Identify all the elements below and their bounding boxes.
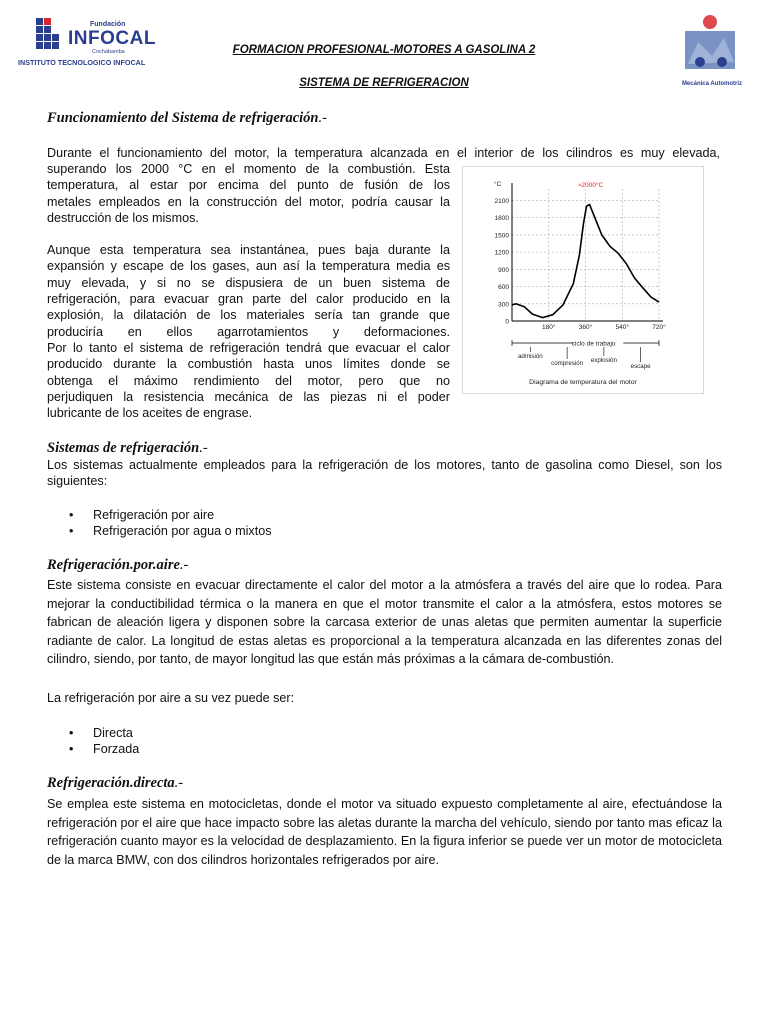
phase-label: compresión <box>551 360 584 367</box>
logo-brand: INFOCAL <box>68 28 156 49</box>
list-item: • Refrigeración por aire <box>93 507 272 523</box>
logo-tagline: INSTITUTO TECNOLOGICO INFOCAL <box>18 58 146 67</box>
y-tick-label: 2100 <box>494 197 509 205</box>
mecanica-logo-mark <box>676 12 748 76</box>
y-tick-label: 1200 <box>494 249 509 257</box>
paragraph-full-line: Durante el funcionamiento del motor, la temperatura alcanzada en el interior de los cilindros es muy elevada, <box>47 146 720 160</box>
x-tick-label: 360° <box>578 324 593 331</box>
phase-label: escape <box>630 363 651 370</box>
y-tick-label: 1800 <box>494 215 509 223</box>
text-line: explosión, la dilatación de los materiales sería tan grande que <box>47 308 450 323</box>
paragraph-aire-tipos: La refrigeración por aire a su vez puede ser: <box>47 691 295 705</box>
cycle-label: ciclo de trabajo <box>571 340 616 348</box>
page-title: FORMACION PROFESIONAL-MOTORES A GASOLINA 2 <box>232 44 536 56</box>
paragraph-sistemas: Los sistemas actualmente empleados para la refrigeración de los motores, tanto de gasolina como Diesel, son los siguientes: <box>47 458 722 489</box>
paragraph-intro <box>47 161 450 421</box>
text-line: destrucción de los mismos. <box>47 210 199 225</box>
text-line: superando los 2000 °C en el momento de la combustión. Esta <box>47 162 450 176</box>
infocal-logo <box>18 12 170 70</box>
phase-label: explosión <box>590 357 617 364</box>
y-tick-label: 0 <box>505 318 509 326</box>
paragraph-directa: Se emplea este sistema en motocicletas, donde el motor va situado expuesto completamente al aire, efectuándose la refrigeración por el aire que hace impacto sobre las aletas durante la marcha del vehículo, siendo por tanto mas eficaz la refrigeración cuanto mayor es la velocidad de desplazamiento. En la figura inferior se puede ver un motor de motocicleta de la marca BMW, con dos cilindros horizontales refrigerados por aire. <box>47 797 722 867</box>
heading-refrigeracion-aire: Refrigeración.por.aire.- <box>47 557 189 573</box>
text-line: Por lo tanto el sistema de refrigeración tendrá que evacuar el calor <box>47 340 450 355</box>
paragraph-aire: Este sistema consiste en evacuar directamente el calor del motor a la atmósfera a través del aire que lo rodea. Para mejorar la conductibilidad térmica o la manera en que el motor transmite el calor a la atmósfera, estos motores se fabrican de aleación ligera y disponen sobre la carcasa exterior de unas aletas que permiten aumentar la superficie radiante de calor. La longitud de estas aletas es proporcional a la temperatura alcanzada en las diferentes zonas del cilindro, siendo, por tanto, de mayor longitud las que están más próximas a la cámara de-combustión. <box>47 578 722 666</box>
x-tick-label: 180° <box>542 324 556 331</box>
text-line: refrigeración, para evacuar gran parte del calor producido en la <box>47 292 450 307</box>
text-line: muy elevada, y si no se dispusiera de un buen sistema de <box>47 275 450 290</box>
y-tick-label: 300 <box>498 301 509 309</box>
x-tick-label: 720° <box>652 324 666 331</box>
list-item: • Refrigeración por agua o mixtos <box>93 523 272 539</box>
text-line: temperatura, al estar por encima del punto de fusión de los <box>47 178 450 193</box>
phase-label: admisión <box>517 353 543 360</box>
text-line: producido durante la combustión hasta unos límites donde se <box>47 357 450 372</box>
heading-sistemas: Sistemas de refrigeración.- <box>47 440 208 456</box>
heading-funcionamiento: Funcionamiento del Sistema de refrigeración.- <box>47 110 327 126</box>
chart-title: Diagrama de temperatura del motor <box>529 379 637 386</box>
list-sistemas <box>47 507 272 540</box>
temperature-chart <box>463 167 703 393</box>
y-tick-label: 600 <box>498 284 509 292</box>
y-tick-label: 900 <box>498 266 509 274</box>
logo-fundacion: Fundación <box>90 21 126 28</box>
page-subtitle: SISTEMA DE REFRIGERACION <box>299 77 469 89</box>
text-line: metales empleados en la construcción del motor, podría causar la <box>47 194 450 209</box>
text-line: Aunque esta temperatura sea instantánea, pues baja durante la <box>47 243 450 258</box>
mecanica-logo <box>676 12 748 90</box>
y-tick-label: 1500 <box>494 232 509 240</box>
text-line: obtenga el máximo rendimiento del motor, pero que no <box>47 373 450 388</box>
text-line: expansión y escape de los gases, aun así la temperatura media es <box>47 259 450 274</box>
temperature-chart-frame <box>462 166 704 394</box>
logo-city: Cochabamba <box>92 49 125 55</box>
heading-refrigeracion-directa: Refrigeración.directa.- <box>47 775 184 791</box>
text-line: lubricante de los aceites de engrase. <box>47 406 253 421</box>
x-tick-label: 540° <box>615 324 629 331</box>
mecanica-caption: Mecánica Automotriz <box>681 81 743 87</box>
list-aire <box>47 725 139 758</box>
peak-label: ≈2000°C <box>577 182 604 189</box>
text-line: produciría en ellos agarrotamientos y deformaciones. <box>47 324 450 339</box>
text-line: perjudiquen la resistencia mecánica de las piezas ni el poder <box>47 389 450 404</box>
y-axis-label: °C <box>494 181 502 188</box>
list-item: • Forzada <box>93 741 139 757</box>
list-item: • Directa <box>93 725 139 741</box>
